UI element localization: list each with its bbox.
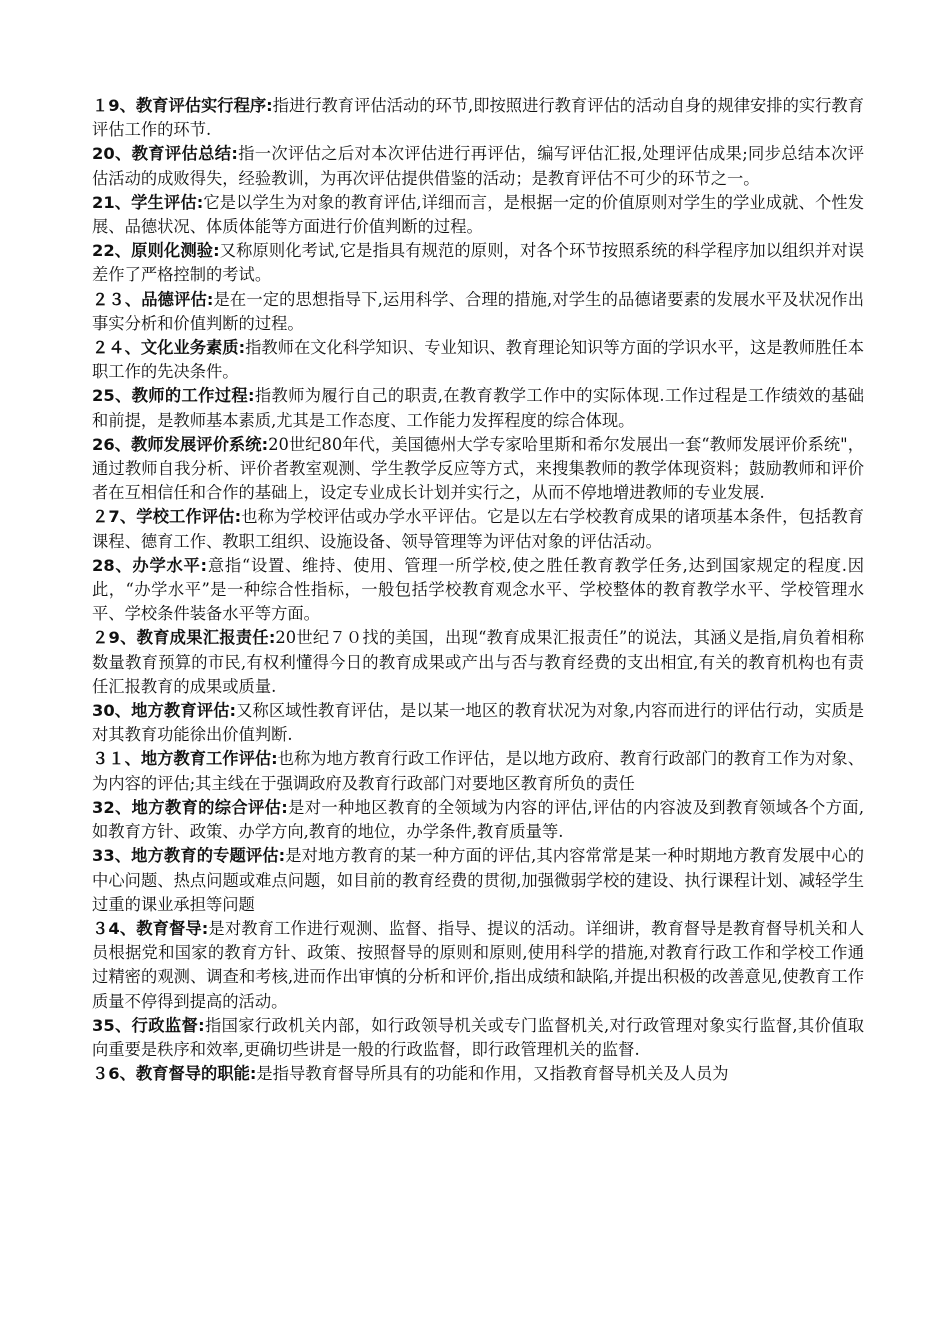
entry-term: 35、行政监督: bbox=[92, 1015, 205, 1035]
entry-term: 26、教师发展评价系统: bbox=[92, 434, 269, 454]
entry-definition: 也称为地方教育行政工作评估，是以地方政府、教育行政部门的教育工作为对象、为内容的评估;其主线在于强调政府及教育行政部门对要地区教育所负的责任 bbox=[92, 749, 864, 793]
entry-21 bbox=[92, 191, 864, 239]
entry-term: ３4、教育督导: bbox=[92, 918, 209, 938]
entry-term: 30、地方教育评估: bbox=[92, 701, 236, 721]
entry-32 bbox=[92, 796, 864, 844]
document-page bbox=[92, 94, 864, 1086]
entry-term: 32、地方教育的综合评估: bbox=[92, 797, 288, 817]
entry-29 bbox=[92, 626, 864, 699]
entry-23 bbox=[92, 288, 864, 336]
entry-definition: 指一次评估之后对本次评估进行再评估，编写评估汇报,处理评估成果;同步总结本次评估活动的成败得失，经验教训，为再次评估提供借鉴的活动；是教育评估不可少的环节之一。 bbox=[92, 144, 864, 188]
entry-31 bbox=[92, 747, 864, 795]
entry-definition: 它是以学生为对象的教育评估,详细而言，是根据一定的价值原则对学生的学业成就、个性发展、品德状况、体质体能等方面进行价值判断的过程。 bbox=[92, 192, 864, 237]
entry-definition: 指教师在文化科学知识、专业知识、教育理论知识等方面的学识水平，这是教师胜任本职工作的先决条件。 bbox=[92, 338, 864, 382]
entry-definition: 又称原则化考试,它是指具有规范的原则，对各个环节按照系统的科学程序加以组织并对误差作了严格控制的考试。 bbox=[92, 241, 865, 285]
entry-definition: 20世纪80年代，美国德州大学专家哈里斯和希尔发展出一套“教师发展评价系统"，通过教师自我分析、评价者教室观测、学生教学反应等方式，来搜集教师的教学体现资料；鼓励教师和评价者在互相信任和合作的基础上，设定专业成长计划并实行之，从而不停地增进教师的专业发展. bbox=[92, 434, 864, 503]
entry-definition: 是在一定的思想指导下,运用科学、合理的措施,对学生的品德诸要素的发展水平及状况作出事实分析和价值判断的过程。 bbox=[92, 289, 864, 333]
entry-definition: 指教师为履行自己的职责,在教育教学工作中的实际体现.工作过程是工作绩效的基础和前提，是教师基本素质,尤其是工作态度、工作能力发挥程度的综合体现。 bbox=[92, 386, 865, 430]
entry-term: ３１、地方教育工作评估: bbox=[92, 749, 278, 769]
entry-term: 33、地方教育的专题评估: bbox=[92, 846, 286, 866]
entry-term: １9、教育评估实行程序: bbox=[92, 96, 273, 115]
entry-definition: 是对地方教育的某一种方面的评估,其内容常常是某一种时期地方教育发展中心的中心问题、热点问题或难点问题，如目前的教育经费的贯彻,加强微弱学校的建设、执行课程计划、减轻学生过重的课业承担等问题 bbox=[92, 846, 864, 914]
entry-definition: 意指“设置、维持、使用、管理一所学校,使之胜任教育教学任务,达到国家规定的程度.因此，“办学水平”是一种综合性指标，一般包括学校教育观念水平、学校整体的教育教学水平、学校管理水平、学校条件装备水平等方面。 bbox=[92, 555, 865, 624]
entry-36 bbox=[92, 1062, 864, 1086]
entry-24 bbox=[92, 336, 864, 384]
entry-term: 20、教育评估总结: bbox=[92, 144, 238, 164]
entry-definition: 是指导教育督导所具有的功能和作用，又指教育督导机关及人员为 bbox=[256, 1064, 729, 1084]
entry-term: ３6、教育督导的职能: bbox=[92, 1064, 257, 1084]
entry-term: 25、教师的工作过程: bbox=[92, 386, 255, 406]
entry-definition: 指进行教育评估活动的环节,即按照进行教育评估的活动自身的规律安排的实行教育评估工作的环节. bbox=[92, 96, 865, 140]
entry-22 bbox=[92, 239, 864, 287]
entry-term: ２４、文化业务素质: bbox=[92, 338, 246, 358]
entry-definition: 是对一种地区教育的全领域为内容的评估,评估的内容波及到教育领域各个方面,如教育方针、政策、办学方向,教育的地位，办学条件,教育质量等. bbox=[92, 797, 864, 842]
entry-definition: 又称区域性教育评估，是以某一地区的教育状况为对象,内容而进行的评估行动，实质是对其教育功能徐出价值判断. bbox=[92, 701, 865, 745]
entry-20 bbox=[92, 142, 864, 190]
entry-35 bbox=[92, 1014, 864, 1062]
entry-term: ２9、教育成果汇报责任: bbox=[92, 628, 276, 648]
entry-26 bbox=[92, 433, 864, 506]
entry-term: 21、学生评估: bbox=[92, 192, 204, 212]
entry-definition: 也称为学校评估或办学水平评估。它是以左右学校教育成果的诸项基本条件，包括教育课程、德育工作、教职工组织、设施设备、领导管理等为评估对象的评估活动。 bbox=[92, 507, 864, 551]
entry-30 bbox=[92, 699, 864, 747]
entry-term: 28、办学水平: bbox=[92, 555, 208, 575]
entry-25 bbox=[92, 384, 864, 432]
entry-28 bbox=[92, 554, 864, 627]
entry-34 bbox=[92, 917, 864, 1014]
entry-definition: 20世纪７０找的美国，出现“教育成果汇报责任”的说法，其涵义是指,肩负着相称数量教育预算的市民,有权利懂得今日的教育成果或产出与否与教育经费的支出相宜,有关的教育机构也有责任汇报教育的成果或质量. bbox=[92, 628, 865, 696]
entry-definition: 指国家行政机关内部，如行政领导机关或专门监督机关,对行政管理对象实行监督,其价值取向重要是秩序和效率,更确切些讲是一般的行政监督，即行政管理机关的监督. bbox=[92, 1015, 865, 1059]
entry-27 bbox=[92, 505, 864, 553]
entry-term: ２7、学校工作评估: bbox=[92, 507, 242, 527]
entry-19 bbox=[92, 94, 864, 142]
entry-term: 22、原则化测验: bbox=[92, 241, 220, 261]
entry-term: ２３、品德评估: bbox=[92, 289, 214, 309]
entry-definition: 是对教育工作进行观测、监督、指导、提议的活动。详细讲，教育督导是教育督导机关和人员根据党和国家的教育方针、政策、按照督导的原则和原则,使用科学的措施,对教育行政工作和学校工作通过精密的观测、调查和考核,进而作出审慎的分析和评价,指出成绩和缺陷,并提出积极的改善意见,使教育工作质量不停得到提高的活动。 bbox=[92, 918, 864, 1011]
entry-33 bbox=[92, 844, 864, 917]
